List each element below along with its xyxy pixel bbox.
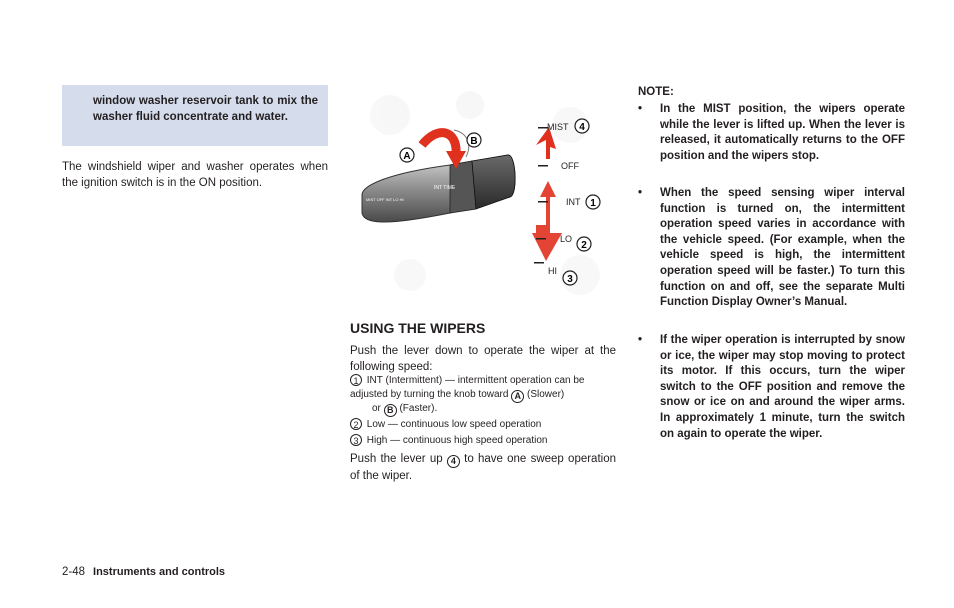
list-item bbox=[350, 374, 618, 403]
intro-paragraph: The windshield wiper and washer operates when the ignition switch is in the ON position. bbox=[62, 161, 328, 189]
caution-text: window washer reservoir tank to mix the washer fluid concentrate and water. bbox=[93, 95, 318, 123]
down-arrow bbox=[532, 181, 562, 261]
note-bullet bbox=[638, 102, 905, 164]
item-text: Low — continuous low speed operation bbox=[366, 419, 542, 430]
item-text-slower: (Slower) bbox=[527, 389, 565, 400]
item-text: INT (Intermittent) — intermittent operation can be adjusted by turning the knob toward bbox=[350, 375, 585, 400]
position-hi-label: HI bbox=[548, 266, 557, 276]
wiper-lever-illustration bbox=[350, 85, 615, 303]
section-title: USING THE WIPERS bbox=[350, 320, 486, 336]
item-text: High — continuous high speed operation bbox=[366, 435, 548, 446]
item-number: 1 bbox=[350, 374, 362, 386]
push-paragraph bbox=[350, 451, 616, 484]
num-2-text: 2 bbox=[581, 240, 587, 251]
caution-box bbox=[62, 85, 328, 146]
label-b-text: B bbox=[470, 136, 478, 147]
hi-tick bbox=[534, 262, 544, 264]
bullet-dot: • bbox=[638, 103, 643, 115]
note-title: NOTE: bbox=[638, 86, 674, 98]
num-4-text: 4 bbox=[579, 122, 585, 133]
push-num-marker: 4 bbox=[447, 455, 460, 468]
item-number: 2 bbox=[350, 418, 362, 430]
lever-int-time-label: INT TIME bbox=[434, 185, 456, 191]
push-text-pre: Push the lever up bbox=[350, 453, 443, 465]
knob-b-marker: B bbox=[384, 404, 397, 417]
lever-ring-label: MIST OFF INT LO HI bbox=[366, 197, 404, 202]
page-number: 2-48 bbox=[62, 566, 86, 578]
push-text-post: to have one sweep operation of the wiper. bbox=[350, 453, 616, 482]
int-tick bbox=[538, 201, 548, 203]
page-footer bbox=[62, 566, 225, 578]
lever-tip bbox=[472, 155, 515, 209]
footer-section-title: Instruments and controls bbox=[93, 566, 226, 578]
position-off-label: OFF bbox=[561, 161, 579, 171]
bullet-dot: • bbox=[638, 187, 643, 199]
item-text-or: or bbox=[372, 403, 381, 414]
label-a-text: A bbox=[403, 151, 411, 162]
num-1-text: 1 bbox=[590, 198, 596, 209]
note-bullet-text: If the wiper operation is interrupted by snow or ice, the wiper may stop moving to protect its motor. If this occurs, turn the wiper switch to the OFF position and remove the snow or ice on and around the wiper arms. In approximately 1 minute, turn the switch on again to operate the wiper. bbox=[660, 334, 905, 440]
position-int-label: INT bbox=[566, 197, 581, 207]
note-bullet-text: When the speed sensing wiper interval function is turned on, the intermittent operation speed varies in accordance with the vehicle speed. (For example, when the vehicle speed is high, the intermittent operation speed will be faster.) To turn this function on and off, see the separate Multi Function Display Owner’s Manual. bbox=[660, 187, 905, 309]
item-number: 3 bbox=[350, 434, 362, 446]
list-item-continuation bbox=[350, 402, 640, 417]
note-bullet bbox=[638, 333, 905, 442]
lo-tick bbox=[536, 238, 546, 240]
bullet-dot: • bbox=[638, 334, 643, 346]
wiper-lever-diagram bbox=[350, 85, 615, 303]
list-item bbox=[350, 418, 618, 432]
note-bullet-text: In the MIST position, the wipers operate while the lever is lifted up. When the lever is released, it automatically returns to the OFF position and the wipers stop. bbox=[660, 103, 905, 162]
item-text-faster: (Faster). bbox=[399, 403, 438, 414]
knob-a-marker: A bbox=[511, 390, 524, 403]
position-mist-label: MIST bbox=[547, 122, 569, 132]
note-bullet bbox=[638, 186, 905, 311]
list-item bbox=[350, 434, 618, 448]
off-tick bbox=[538, 165, 548, 167]
position-lo-label: LO bbox=[560, 234, 573, 244]
num-3-text: 3 bbox=[567, 274, 573, 285]
section-lead: Push the lever down to operate the wiper at the following speed: bbox=[350, 345, 616, 373]
